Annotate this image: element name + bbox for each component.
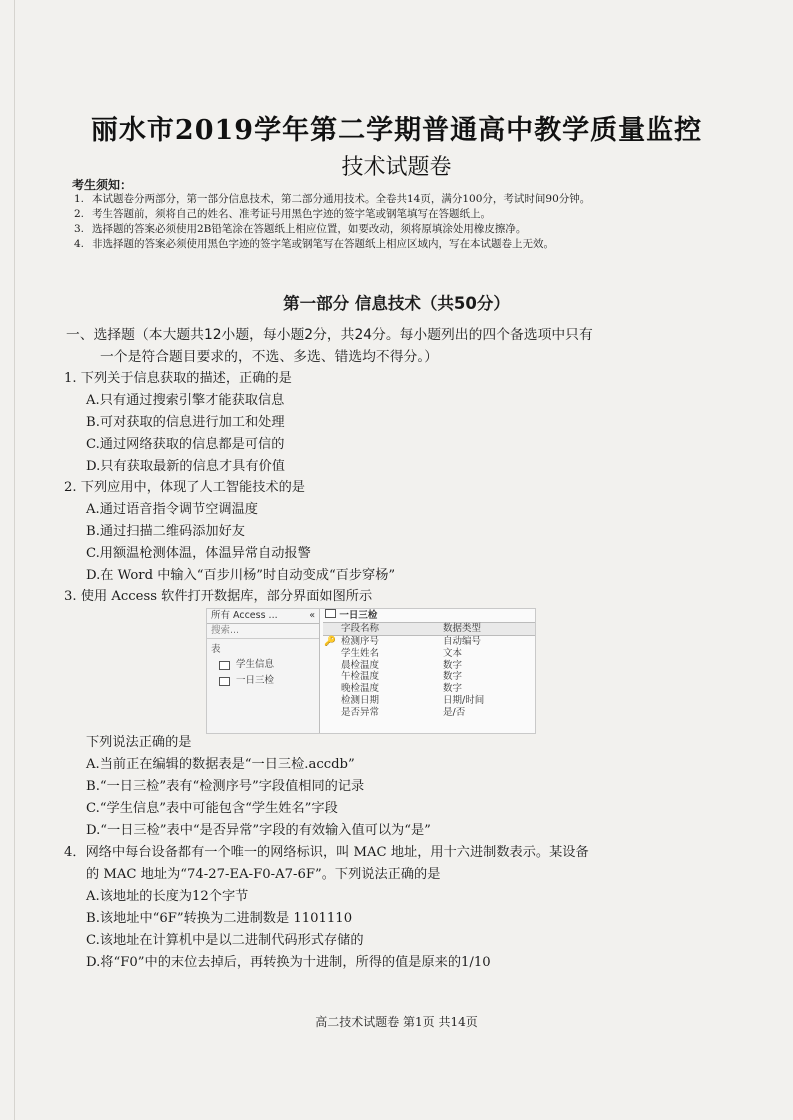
notice-list bbox=[74, 192, 684, 252]
table-icon bbox=[219, 661, 230, 670]
notice-item: 4. 非选择题的答案必须使用黑色字迹的签字笔或钢笔写在答题纸上相应区域内，写在本试题卷上无效。 bbox=[74, 238, 554, 250]
field-row: 晚检温度 数字 bbox=[341, 683, 463, 695]
option-d: D.只有获取最新的信息才具有价值 bbox=[86, 459, 285, 474]
table-design-view bbox=[323, 609, 535, 733]
field-row: 晨检温度 数字 bbox=[341, 659, 463, 671]
part-heading bbox=[66, 324, 706, 368]
question-2 bbox=[64, 477, 724, 587]
page-footer: 高二技术试题卷 第1页 共14页 bbox=[315, 1015, 478, 1029]
field-row: 午检温度 数字 bbox=[341, 671, 463, 683]
notice-heading: 考生须知： bbox=[72, 178, 133, 192]
question-substem: 下列说法正确的是 bbox=[86, 735, 192, 750]
notice-item: 2. 考生答题前，须将自己的姓名、准考证号用黑色字迹的签字笔或钢笔填写在答题纸上。 bbox=[74, 208, 491, 220]
nav-group-tables: 表 bbox=[211, 644, 221, 655]
option-c: C.通过网络获取的信息都是可信的 bbox=[86, 437, 285, 452]
question-4 bbox=[64, 842, 724, 974]
nav-search-box: 搜索... bbox=[207, 624, 319, 639]
nav-table-item: 一日三检 bbox=[207, 673, 319, 689]
part-heading-line1: 一、选择题（本大题共12小题，每小题2分，共24分。每小题列出的四个备选项中只有 bbox=[66, 327, 593, 343]
access-screenshot-figure bbox=[206, 608, 536, 734]
option-a: A.该地址的长度为12个字节 bbox=[86, 889, 249, 904]
field-row: 是否异常 是/否 bbox=[341, 706, 466, 718]
question-stem: 2. 下列应用中，体现了人工智能技术的是 bbox=[64, 480, 305, 495]
collapse-icon: « bbox=[309, 610, 315, 621]
option-d: D.在 Word 中输入“百步川杨”时自动变成“百步穿杨” bbox=[86, 568, 396, 583]
option-b: B.可对获取的信息进行加工和处理 bbox=[86, 415, 285, 430]
notice-item: 1. 本试题卷分两部分，第一部分信息技术，第二部分通用技术。全卷共14页，满分100分，考试时间90分钟。 bbox=[74, 193, 591, 205]
field-row: 学生姓名 文本 bbox=[341, 647, 463, 659]
question-stem: 1. 下列关于信息获取的描述，正确的是 bbox=[64, 371, 292, 386]
option-d: D.“一日三检”表中“是否异常”字段的有效输入值可以为“是” bbox=[86, 823, 431, 838]
table-icon bbox=[325, 609, 336, 618]
option-a: A.通过语音指令调节空调温度 bbox=[86, 502, 258, 517]
design-header-row bbox=[323, 623, 535, 636]
col-field-name: 字段名称 bbox=[341, 623, 380, 634]
exam-title: 丽水市2019学年第二学期普通高中教学质量监控 bbox=[90, 115, 703, 146]
question-stem-continued: 的 MAC 地址为“74-27-EA-F0-A7-6F”。下列说法正确的是 bbox=[86, 867, 441, 882]
primary-key-icon: 🔑 bbox=[324, 636, 336, 647]
question-stem: 4．网络中每台设备都有一个唯一的网络标识，叫 MAC 地址，用十六进制数表示。某设备 bbox=[64, 845, 589, 860]
question-stem: 3. 使用 Access 软件打开数据库，部分界面如图所示 bbox=[64, 589, 373, 604]
access-navigation-pane bbox=[207, 609, 320, 733]
field-row: 检测日期 日期/时间 bbox=[341, 694, 485, 706]
option-b: B.该地址中“6F”转换为二进制数是 1101110 bbox=[86, 911, 353, 926]
question-1 bbox=[64, 368, 724, 478]
option-a: A.当前正在编辑的数据表是“一日三检.accdb” bbox=[86, 757, 355, 772]
design-tab: 一日三检 bbox=[323, 609, 535, 623]
col-data-type: 数据类型 bbox=[443, 623, 482, 634]
option-c: C.该地址在计算机中是以二进制代码形式存储的 bbox=[86, 933, 364, 948]
option-c: C.“学生信息”表中可能包含“学生姓名”字段 bbox=[86, 801, 338, 816]
option-d: D.将“F0”中的末位去掉后，再转换为十进制，所得的值是原来的1/10 bbox=[86, 955, 491, 970]
nav-table-item: 学生信息 bbox=[207, 657, 319, 673]
question-3-options bbox=[64, 732, 724, 842]
notice-item: 3. 选择题的答案必须使用2B铅笔涂在答题纸上相应位置，如要改动，须将原填涂处用橡皮擦净。 bbox=[74, 223, 527, 235]
field-row: 🔑 检测序号 自动编号 bbox=[324, 636, 482, 647]
table-icon bbox=[219, 677, 230, 686]
option-b: B.通过扫描二维码添加好友 bbox=[86, 524, 245, 539]
part-heading-line2: 一个是符合题目要求的，不选、多选、错选均不得分。） bbox=[100, 349, 439, 365]
option-c: C.用额温枪测体温，体温异常自动报警 bbox=[86, 546, 311, 561]
section-title: 第一部分 信息技术（共50分） bbox=[283, 294, 510, 313]
exam-subtitle: 技术试题卷 bbox=[341, 155, 452, 180]
option-a: A.只有通过搜索引擎才能获取信息 bbox=[86, 393, 285, 408]
question-3 bbox=[64, 586, 724, 608]
option-b: B.“一日三检”表有“检测序号”字段值相同的记录 bbox=[86, 779, 365, 794]
nav-pane-header: 所有 Access ... « bbox=[207, 609, 319, 624]
